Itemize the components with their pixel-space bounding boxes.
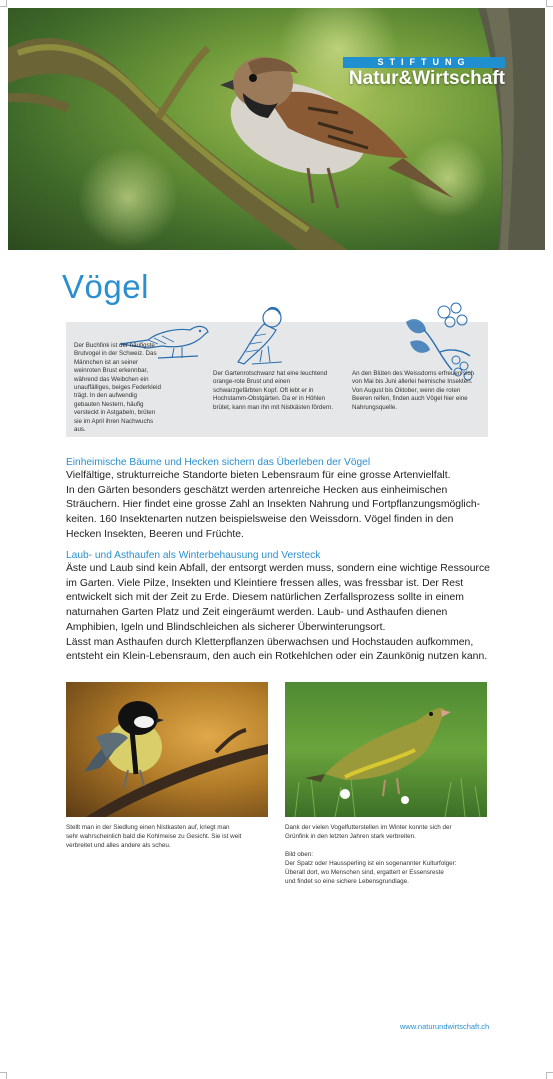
hawthorn-text: An den Blüten des Weissdorns erfreuen sich von Mai bis Juni allerlei heimische Insekten. Von August bis Oktober, wenn die roten Beeren reifen, finden auch Vögel hier eine Nahrungsquelle. (352, 370, 474, 411)
photo-greenfinch (285, 682, 487, 817)
hero-photo-sparrow (8, 8, 545, 250)
section-heading: Einheimische Bäume und Hecken sichern das Überleben der Vögel (66, 457, 371, 468)
photo-great-tit (66, 682, 268, 817)
brand-logo (343, 57, 505, 90)
redstart-sketch-icon (232, 304, 292, 370)
crop-mark (546, 0, 553, 7)
crop-mark (546, 1072, 553, 1079)
section-body: Äste und Laub sind kein Abfall, der entsorgt werden muss, sondern eine wichtige Ressource im Garten. Viele Pilze, Insekten und Kleintiere fressen alles, was fressbar ist. Der Rest entwickelt sich mit der Zeit zu Erde. Diesem natürlichen Zerfallsprozess sollte in einem naturnahen Garten Platz und Zeit eingeräumt werden. Laub- und Asthaufen dienen Amphibien, Igeln und Blindschleichen als sicherer Überwinterungsort. Lässt man Asthaufen durch Kletterpflanzen überwachsen und Hochstauden aufkommen, entsteht ein Klein-Lebensraum, den auch ein Rotkehlchen oder ein Zaunkönig nutzen kann. (66, 563, 490, 663)
page-title: Vögel (62, 268, 149, 305)
brand-tagline: STIFTUNG (343, 57, 505, 68)
crop-mark (0, 1072, 7, 1079)
section-branch-piles (66, 549, 496, 665)
brand-name: Natur&Wirtschaft (348, 68, 505, 89)
website-link[interactable]: www.naturundwirtschaft.ch (400, 1022, 490, 1031)
caption-great-tit: Stellt man in der Siedlung einen Nistkasten auf, kriegt man sehr wahrscheinlich bald die Kohlmeise zu Gesicht. Sie ist weit verbreitet und alles andere als scheu. (66, 824, 242, 849)
sparrow-illustration (8, 8, 545, 250)
info-panel (66, 322, 488, 437)
redstart-text: Der Gartenrotschwanz hat eine leuchtend orange-rote Brust und einen schwarzgefärbten Kopf. Oft lebt er in Hochstamm-Obstgärten. Da er in Höhlen brütet, kann man ihn mit Nistkästen fördern. (213, 370, 334, 411)
crop-mark (0, 0, 7, 7)
chaffinch-text: Der Buchfink ist der häufigste Brutvogel in der Schweiz. Das Männchen ist an seiner weinroten Brust erkennbar, während das Weibchen ein unauffälliges, beiges Federkleid trägt. In den aufwendig gebauten Nestern, häufig versteckt in Astgabeln, brüten sie im April ihren Nachwuchs aus. (74, 342, 161, 434)
section-hedges (66, 456, 496, 543)
section-heading: Laub- und Asthaufen als Winterbehausung und Versteck (66, 550, 321, 561)
caption-greenfinch: Dank der vielen Vogelfutterstellen im Winter konnte sich der Grünfink in den letzten Jahren stark verbreiten. Bild oben: Der Spatz oder Haussperling ist ein sogenannter Kulturfolger: Überall dort, wo Menschen sind, ergattert er Essensreste und findet so eine sichere Lebensgrundlage. (285, 824, 457, 885)
section-body: Vielfältige, strukturreiche Standorte bieten Lebensraum für eine grosse Artenvielfalt. In den Gärten besonders geschätzt werden artenreiche Hecken aus einheimischen Sträuchern. Hier findet eine grosse Zahl an Insekten Nahrung und Fortpflanzungsmöglich- keiten. 160 Insektenarten nutzen beispielsweise den Weissdorn. Vögel finden in den Hecken Insekten, Beeren und Früchte. (66, 470, 481, 540)
great-tit-illustration (66, 682, 268, 817)
greenfinch-illustration (285, 682, 487, 817)
